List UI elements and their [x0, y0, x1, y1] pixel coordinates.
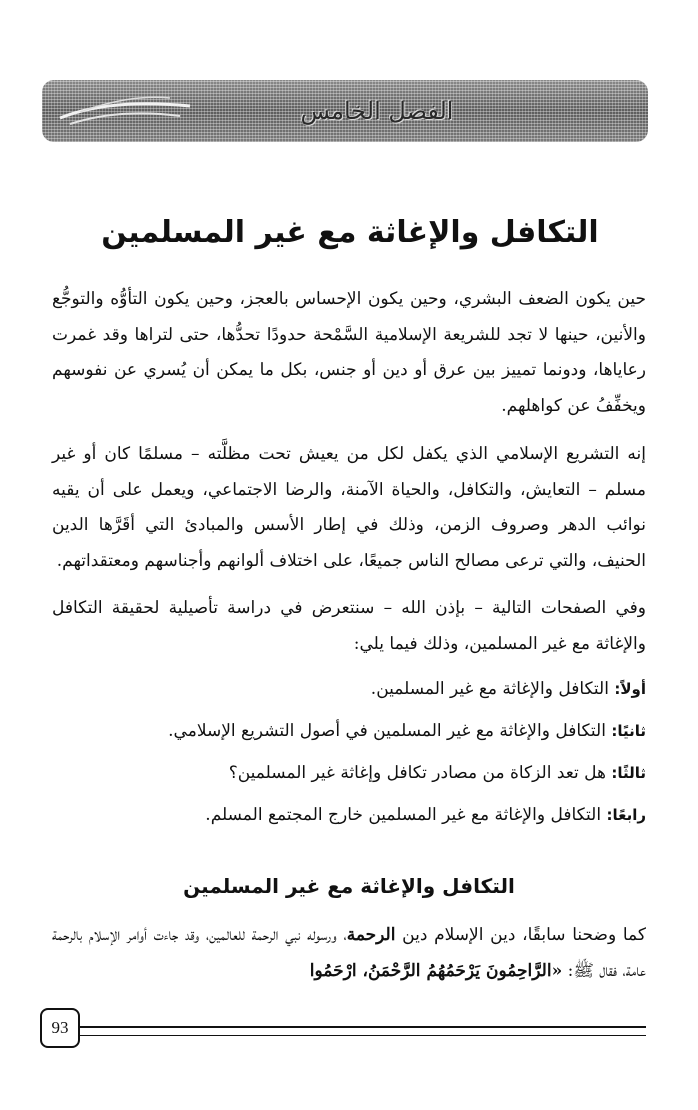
list-item-label: أولاً:: [614, 680, 646, 698]
section-heading: التكافل والإغاثة مع غير المسلمين: [101, 215, 599, 250]
list-item: [52, 668, 646, 710]
list-item-text: هل تعد الزكاة من مصادر تكافل وإغاثة غير المسلمين؟: [228, 763, 606, 783]
paragraph-4: [52, 918, 646, 989]
page-number: 93: [40, 1008, 80, 1048]
subsection-heading: التكافل والإغاثة مع غير المسلمين: [183, 874, 515, 898]
list-item-label: رابعًا:: [606, 806, 646, 824]
paragraph-1: حين يكون الضعف البشري، وحين يكون الإحساس بالعجز، وحين يكون التأوُّه والتوجُّع والأنين، حينها لا تجد للشريعة الإسلامية السَّمْحة حدودًا تحدُّها، حتى لتراها وقد غمرت رعاياها، ودونما تمييز بين عرق أو دين أو جنس، بكل ما يمكن أن يُسري عن نفوسهم ويخفِّفُ عن كواهلهم.: [52, 289, 646, 416]
list-item-text: التكافل والإغاثة مع غير المسلمين.: [370, 679, 609, 699]
list-item: [52, 794, 646, 836]
topics-list: [52, 668, 646, 836]
paragraph-3: وفي الصفحات التالية – بإذن الله – سنتعرض في دراسة تأصيلية لحقيقة التكافل والإغاثة مع غير المسلمين، وذلك فيما يلي:: [52, 598, 646, 654]
list-item: [52, 752, 646, 794]
chapter-banner: [42, 80, 648, 142]
p4-before: كما وضحنا سابقًا، دين الإسلام دين: [395, 925, 646, 945]
p4-bold: الرحمة: [346, 925, 396, 945]
list-item-text: التكافل والإغاثة مع غير المسلمين في أصول التشريع الإسلامي.: [168, 721, 606, 741]
ornament-icon: [50, 88, 200, 134]
chapter-title: الفصل الخامس: [300, 97, 454, 125]
list-item-label: ثالثًا:: [611, 764, 646, 782]
list-item-label: ثانيًا:: [611, 722, 646, 740]
list-item-text: التكافل والإغاثة مع غير المسلمين خارج المجتمع المسلم.: [205, 805, 602, 825]
list-item: [52, 710, 646, 752]
p4-quote: «الرَّاحِمُونَ يَرْحَمُهُمُ الرَّحْمَنُ، ارْحَمُوا: [309, 960, 563, 981]
paragraph-2: إنه التشريع الإسلامي الذي يكفل لكل من يعيش تحت مظلَّته – مسلمًا كان أو غير مسلم – التعايش، والتكافل، والحياة الآمنة، والرضا الاجتماعي، ويعمل على أن يقيه نوائب الدهر وصروف الزمن، وذلك في إطار الأسس والمبادئ التي أقَرَّها الدين الحنيف، والتي ترعى مصالح الناس جميعًا، على اختلاف ألوانهم وأجناسهم ومعتقداتهم.: [52, 444, 646, 571]
p4-after: ، ورسوله نبي الرحمة للعالمين، وقد جاءت أوامر الإسلام بالرحمة عامة، فقال ﷺ:: [52, 925, 646, 981]
footer-rule: [80, 1026, 646, 1036]
